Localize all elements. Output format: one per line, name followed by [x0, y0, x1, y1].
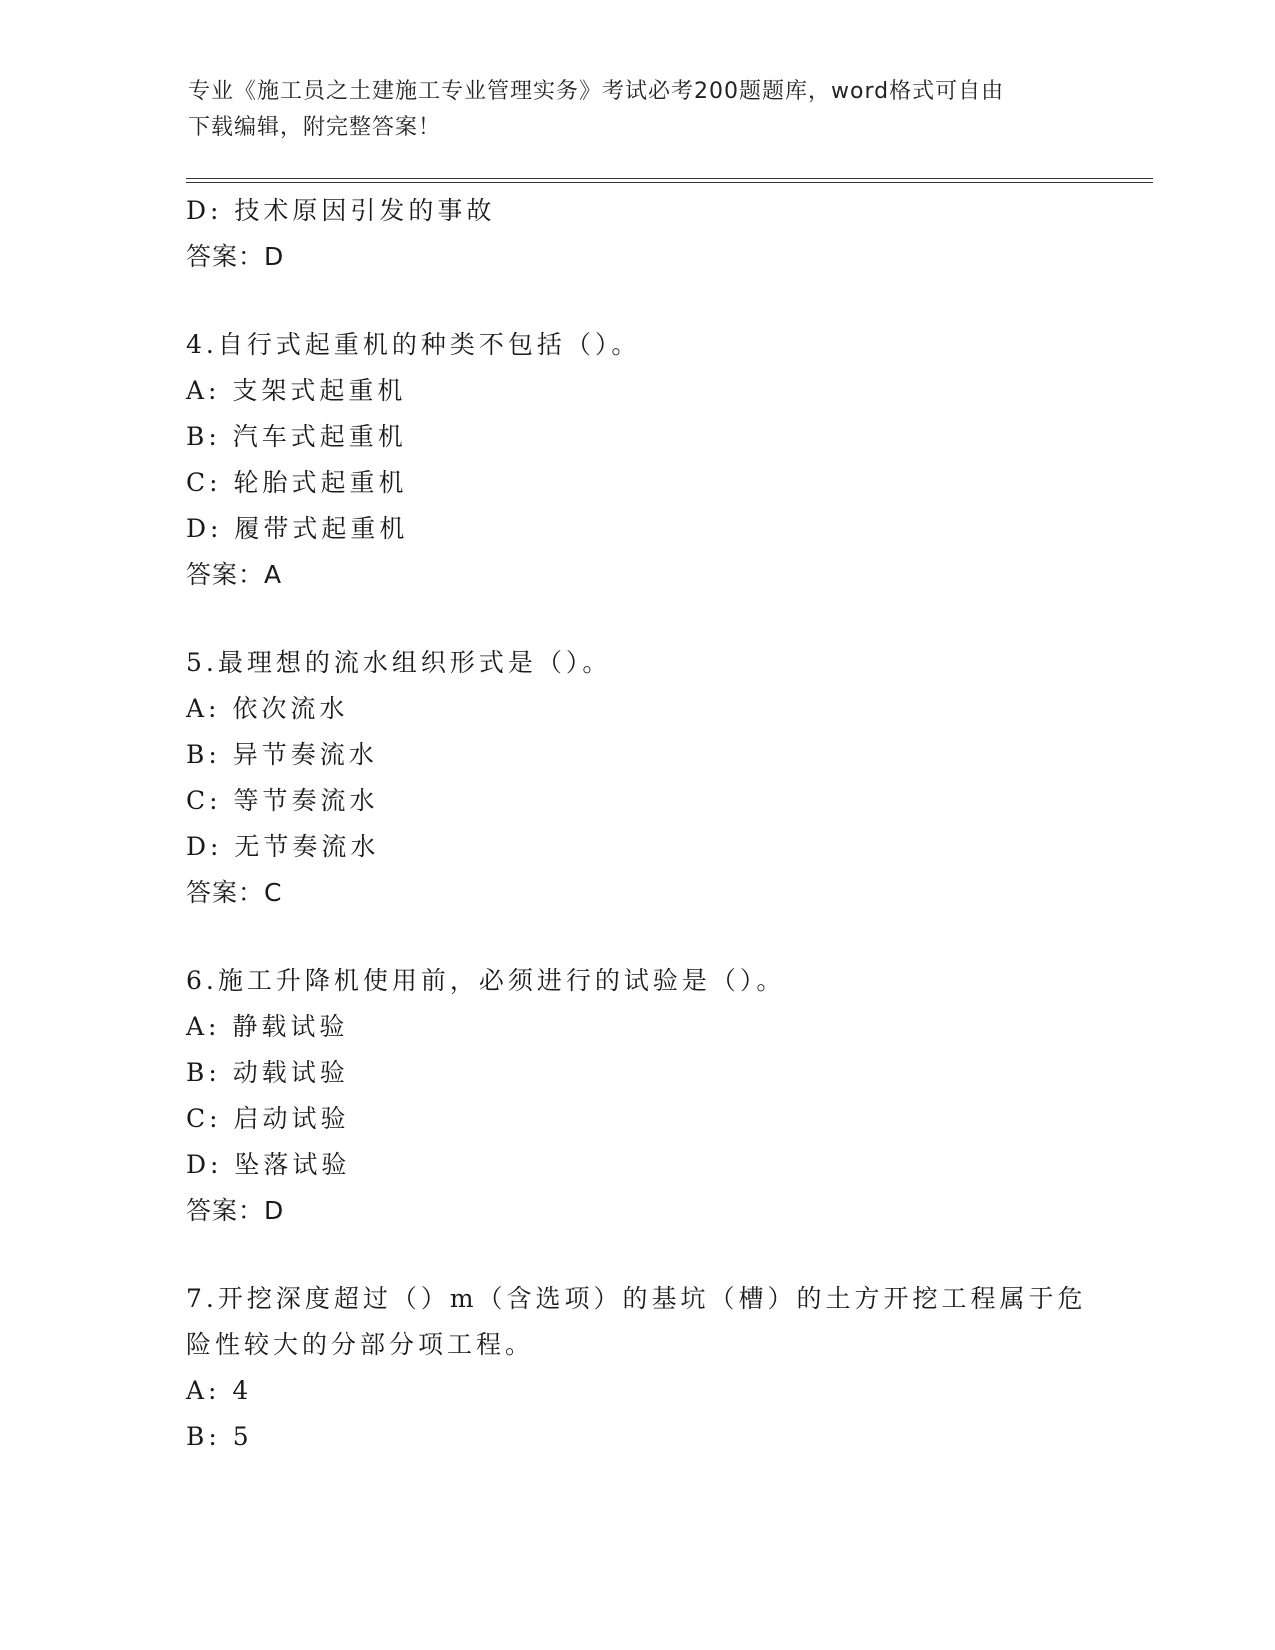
option-d: D: 坠落试验: [186, 1150, 351, 1179]
answer-label: 答案：D: [186, 242, 285, 271]
header-title-line-2: 下载编辑，附完整答案！: [188, 115, 442, 140]
question-stem: 4.自行式起重机的种类不包括（）。: [186, 330, 641, 359]
answer-label: 答案：D: [186, 1196, 285, 1225]
option-d: D: 技术原因引发的事故: [186, 196, 496, 225]
question-4: [186, 322, 1086, 598]
option-a: A: 4: [186, 1376, 253, 1405]
option-c: C: 轮胎式起重机: [186, 468, 408, 497]
option-d: D: 履带式起重机: [186, 514, 409, 543]
header-divider: [186, 178, 1153, 183]
option-b: B: 动载试验: [186, 1058, 349, 1087]
answer-label: 答案：C: [186, 878, 283, 907]
answer-label: 答案：A: [186, 560, 283, 589]
option-c: C: 启动试验: [186, 1104, 350, 1133]
option-b: B: 汽车式起重机: [186, 422, 407, 451]
question-stem: 6.施工升降机使用前，必须进行的试验是（）。: [186, 966, 786, 995]
option-a: A: 静载试验: [186, 1012, 349, 1041]
option-a: A: 支架式起重机: [186, 376, 407, 405]
question-stem-line-1: 7.开挖深度超过（）m（含选项）的基坑（槽）的土方开挖工程属于危: [186, 1284, 1087, 1313]
option-d: D: 无节奏流水: [186, 832, 380, 861]
option-c: C: 等节奏流水: [186, 786, 379, 815]
question-3-continuation: [186, 188, 1086, 280]
document-header: [188, 74, 1068, 146]
option-a: A: 依次流水: [186, 694, 349, 723]
question-stem: 5.最理想的流水组织形式是（）。: [186, 648, 612, 677]
question-7: [186, 1276, 1086, 1460]
question-stem-line-2: 险性较大的分部分项工程。: [186, 1330, 535, 1359]
option-b: B: 异节奏流水: [186, 740, 378, 769]
question-5: [186, 640, 1086, 916]
question-6: [186, 958, 1086, 1234]
header-title-line-1: 专业《施工员之土建施工专业管理实务》考试必考200题题库，word格式可自由: [188, 79, 1005, 104]
option-b: B: 5: [186, 1422, 253, 1451]
question-content: [186, 188, 1086, 1460]
